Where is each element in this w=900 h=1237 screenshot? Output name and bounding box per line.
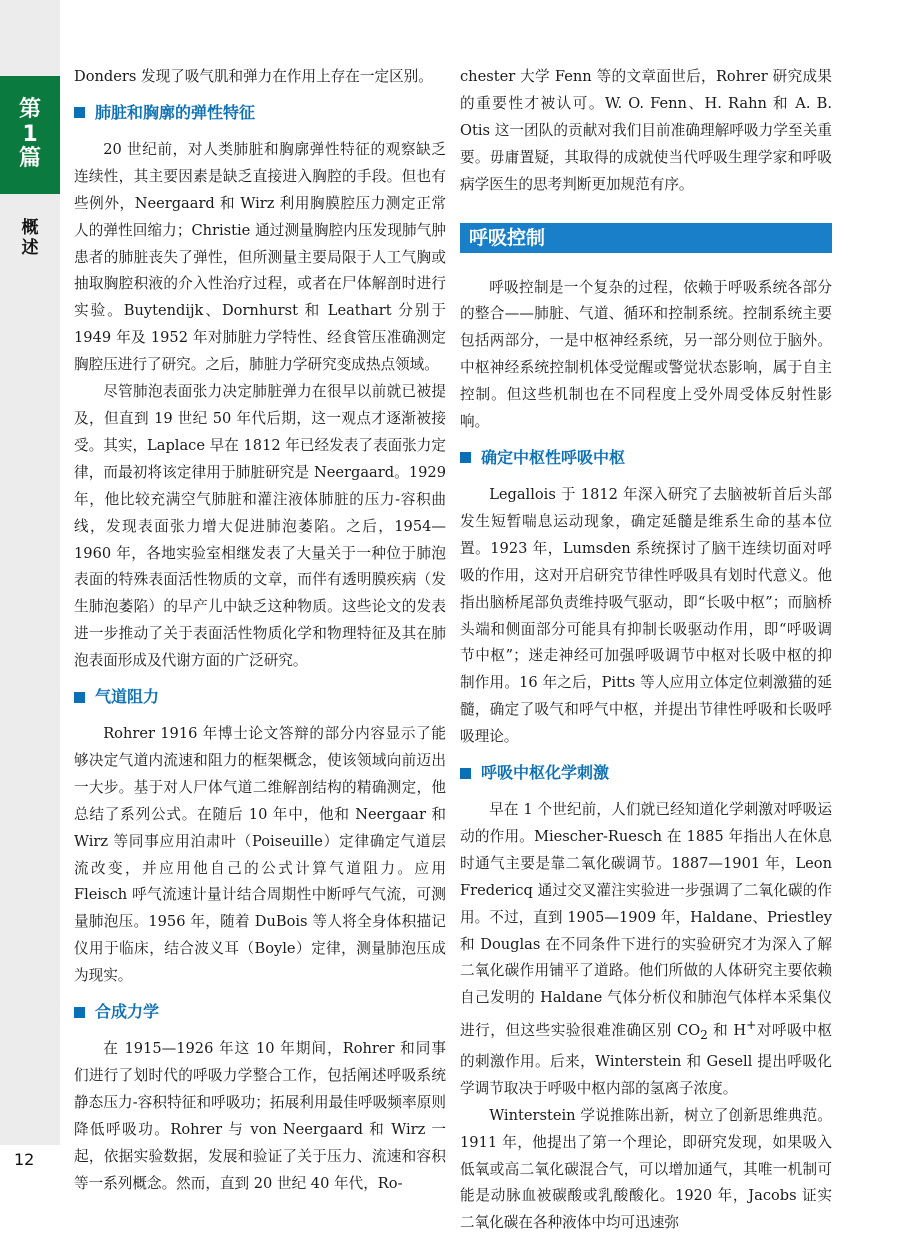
body-paragraph: 尽管肺泡表面张力决定肺脏弹力在很早以前就已被提及，但直到 19 世纪 50 年代后期，这一观点才逐渐被接受。其实，Laplace 早在 1812 年已经发表了表面张力定律，而最初将该定律用于肺脏研究是 Neergaard。1929 年，他比较充满空气肺脏和灌注液体肺脏的压力-容积曲线，发现表面张力增大促进肺泡萎陷。之后，1954—1960 年，各地实验室相继发表了大量关于一种位于肺泡表面的特殊表面活性物质的文章，而伴有透明膜疾病（发生肺泡萎陷）的早产儿中缺乏这种物质。这些论文的发表进一步推动了关于表面活性物质化学和物理特征及其在肺泡表面形成及代谢方面的广泛研究。 xyxy=(74,383,446,670)
section-heading-text: 合成力学 xyxy=(95,1002,160,1022)
chapter-tab-line: 篇 xyxy=(18,146,41,172)
body-paragraph: Rohrer 1916 年博士论文答辩的部分内容显示了能够决定气道内流速和阻力的框架概念，使该领域向前迈出一大步。基于对人尸体气道二维解剖结构的精确测定，他总结了系列公式。在随后 10 年中，他和 Neergaar 和 Wirz 等同事应用泊肃叶（Poiseuille）定律确定气道层流改变，并应用他自己的公式计算气道阻力。应用 Fleisch 呼气流速计量计结合周期性中断呼气气流，可测量肺泡压。1956 年，随着 DuBois 等人将全身体积描记仪用于临床，结合波义耳（Boyle）定律，测量肺泡压成为现实。 xyxy=(74,725,446,985)
chapter-tab xyxy=(0,76,60,194)
heading-square-icon xyxy=(460,452,471,463)
section-label-line: 述 xyxy=(21,238,39,259)
right-column xyxy=(460,64,832,1237)
text-run: 和 H xyxy=(707,1022,747,1040)
body-paragraph: Winterstein 学说推陈出新，树立了创新思维典范。1911 年，他提出了第一个理论，即研究发现，如果吸入低氧或高二氧化碳混合气，可以增加通气，其唯一机制可能是动脉血被碳酸或乳酸酸化。1920 年，Jacobs 证实二氧化碳在各种液体中均可迅速弥 xyxy=(460,1106,832,1232)
section-heading-text: 气道阻力 xyxy=(95,687,160,707)
left-column xyxy=(74,64,446,1198)
section-heading-text: 肺脏和胸廓的弹性特征 xyxy=(95,102,256,122)
chapter-tab-line: 第 xyxy=(18,97,41,123)
heading-square-icon xyxy=(74,107,85,118)
section-heading-text: 呼吸中枢化学刺激 xyxy=(481,763,610,783)
text-run: 早在 1 个世纪前，人们就已经知道化学刺激对呼吸运动的作用。Miescher-Ruesch 在 1885 年指出人在休息时通气主要是靠二氧化碳调节。1887—1901 年，Leon Fredericq 通过交叉灌注实验进一步强调了二氧化碳的作用。不过，直到 1905—1909 年，Haldane、Priestley 和 Douglas 在不同条件下进行的实验研究才为深入了解二氧化碳作用铺平了道路。他们所做的人体研究主要依赖自己发明的 Haldane 气体分析仪和肺泡气体样本采集仪进行，但这些实验很难准确区别 CO xyxy=(460,801,832,1040)
section-heading-text: 确定中枢性呼吸中枢 xyxy=(481,447,626,467)
heading-square-icon xyxy=(74,692,85,703)
superscript: + xyxy=(746,1018,757,1033)
text-run: 对呼吸中枢的刺激作用。后来，Winterstein 和 Gesell 提出呼吸化学调节取决于呼吸中枢内部的氢离子浓度。 xyxy=(460,1022,832,1097)
section-heading xyxy=(460,445,832,471)
section-heading xyxy=(74,100,446,126)
section-heading xyxy=(74,684,446,710)
subscript: 2 xyxy=(700,1028,708,1043)
body-paragraph xyxy=(460,797,832,1103)
body-paragraph: 呼吸控制是一个复杂的过程，依赖于呼吸系统各部分的整合——肺脏、气道、循环和控制系统。控制系统主要包括两部分，一是中枢神经系统，另一部分则位于脑外。中枢神经系统控制机体受觉醒或警觉状态影响，属于自主控制。但这些机制也在不同程度上受外周受体反射性影响。 xyxy=(460,278,832,431)
body-paragraph: Legallois 于 1812 年深入研究了去脑被斩首后头部发生短暂喘息运动现象，确定延髓是维系生命的基本位置。1923 年，Lumsden 系统探讨了脑干连续切面对呼吸的作用，这对开启研究节律性呼吸具有划时代意义。他指出脑桥尾部负责维持吸气驱动，即“长吸中枢”；而脑桥头端和侧面部分可能具有抑制长吸驱动作用，即“呼吸调节中枢”；迷走神经可加强呼吸调节中枢对长吸中枢的抑制作用。16 年之后，Pitts 等人应用立体定位刺激猫的延髓，确定了吸气和呼气中枢，并提出节律性呼吸和长吸呼吸理论。 xyxy=(460,485,832,746)
section-label-line: 概 xyxy=(21,218,39,238)
heading-square-icon xyxy=(460,768,471,779)
body-paragraph: chester 大学 Fenn 等的文章面世后，Rohrer 研究成果的重要性才被认可。W. O. Fenn、H. Rahn 和 A. B. Otis 这一团队的贡献对我们目前准确理解呼吸力学至关重要。毋庸置疑，其取得的成就使当代呼吸生理学家和呼吸病学医生的思考判断更加规范有序。 xyxy=(460,68,832,193)
heading-square-icon xyxy=(74,1007,85,1018)
page-number: 12 xyxy=(14,1150,35,1169)
body-paragraph: 20 世纪前，对人类肺脏和胸廓弹性特征的观察缺乏连续性，其主要因素是缺乏直接进入胸腔的手段。但也有些例外，Neergaard 和 Wirz 利用胸膜腔压力测定正常人的弹性回缩力；Christie 通过测量胸腔内压发现肺气肿患者的肺脏丧失了弹性，但所测量主要局限于人工气胸或抽取胸腔积液的介入性治疗过程，或者在尸体解剖时进行实验。Buytendijk、Dornhurst 和 Leathart 分别于 1949 年及 1952 年对肺脏力学特性、经食管压准确测定胸腔压进行了研究。之后，肺脏力学研究变成热点领域。 xyxy=(74,140,446,374)
body-paragraph: 在 1915—1926 年这 10 年期间，Rohrer 和同事们进行了划时代的呼吸力学整合工作，包括阐述呼吸系统静态压力-容积特征和呼吸功；拓展利用最佳呼吸频率原则降低呼吸功。Rohrer 与 von Neergaard 和 Wirz 一起，依据实验数据，发展和验证了关于压力、流速和容积等一系列概念。然而，直到 20 世纪 40 年代，Ro- xyxy=(74,1040,446,1192)
chapter-tab-line: 1 xyxy=(22,121,38,147)
section-heading xyxy=(74,999,446,1025)
section-label xyxy=(0,218,60,259)
main-section-heading: 呼吸控制 xyxy=(460,223,832,253)
section-heading xyxy=(460,760,832,786)
body-paragraph: Donders 发现了吸气肌和弹力在作用上存在一定区别。 xyxy=(74,68,433,85)
